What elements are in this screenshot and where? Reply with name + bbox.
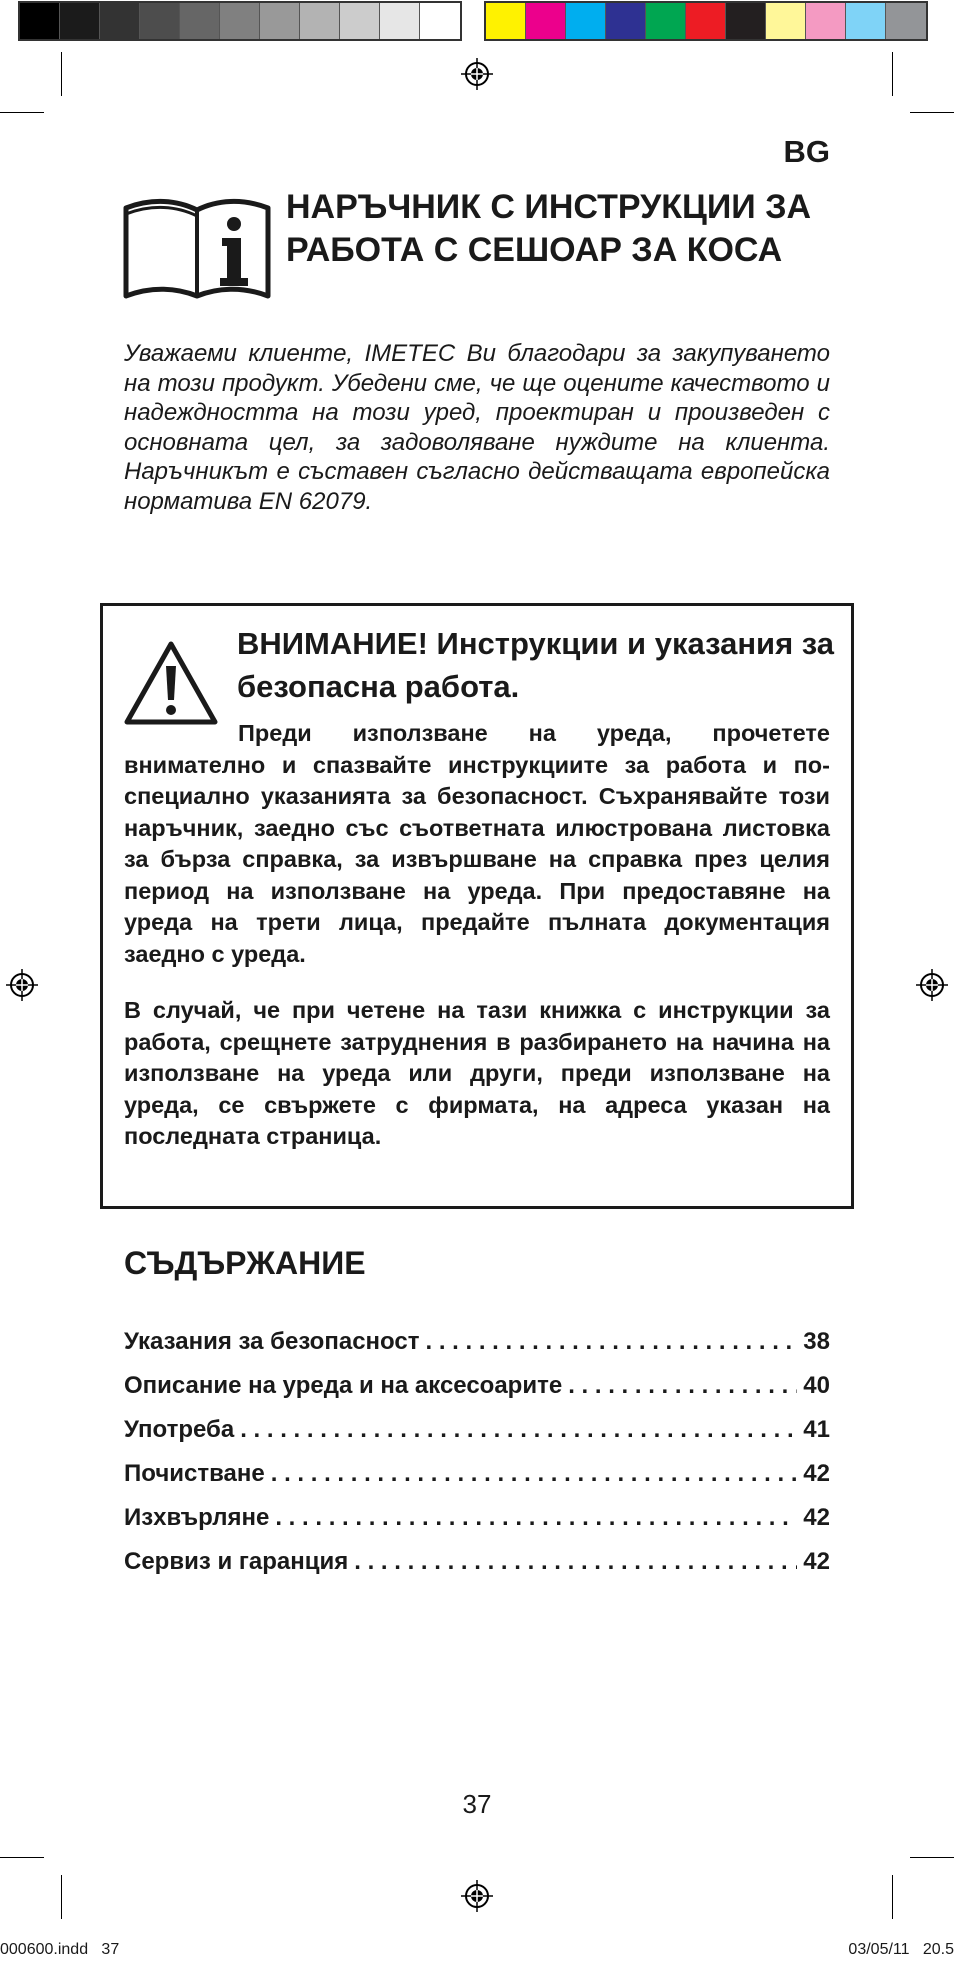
warning-paragraph: В случай, че при четене на тази книжка с инструкции за работа, срещнете затруднения в разбирането на начина на използване на уреда или други, преди използване на уреда, се свържете с фирмата, на адреса указан на последната страница. [124,997,830,1149]
toc-item-label: Почистване [124,1460,265,1487]
color-swatch [726,3,766,39]
warning-title: ВНИМАНИЕ! Инструкции и указания за безопасна работа. [237,626,835,704]
crop-mark [61,1875,62,1919]
color-swatch [766,3,806,39]
toc-heading: СЪДЪРЖАНИЕ [124,1245,366,1281]
color-swatch [20,3,60,39]
toc-item-page: 42 [803,1504,830,1531]
color-swatch [566,3,606,39]
page-number: 37 [462,1789,492,1819]
footer-date-slug: 03/05/11 20.5 [848,1941,954,1958]
intro-paragraph: Уважаеми клиенте, IMETEC Ви благодари за закупуването на този продукт. Убедени сме, че ще оцените качеството и надеждността на този уред, проектиран и произведен с основната цел, за задоволяване нуждите на клиента. Наръчникът е съставен съгласно действащата европейска норматива EN 62079. [124,340,830,515]
toc-item-label: Описание на уреда и на аксесоарите [124,1372,563,1399]
color-swatch [886,3,926,39]
toc-leader-dots [275,1504,797,1532]
toc-leader-dots [568,1372,797,1400]
toc-leader-dots [354,1548,797,1576]
toc-leader-dots [271,1460,798,1488]
color-swatch [486,3,526,39]
toc-item-label: Сервиз и гаранция [124,1548,349,1575]
toc-item[interactable] [124,1460,830,1504]
toc-item-label: Указания за безопасност [124,1328,420,1355]
color-swatch [340,3,380,39]
safety-warning-box [100,603,854,1209]
crop-mark [910,1857,954,1858]
registration-mark-icon [916,969,948,1001]
crop-mark [61,52,62,96]
color-swatch [100,3,140,39]
crop-mark [910,112,954,113]
toc-item-page: 41 [803,1416,830,1443]
process-color-bar [484,1,928,41]
registration-mark-icon [461,1880,493,1912]
toc-item-page: 40 [803,1372,830,1399]
registration-mark-icon [6,969,38,1001]
toc-item-page: 38 [803,1328,830,1355]
crop-mark [0,1857,44,1858]
color-swatch [846,3,886,39]
color-swatch [140,3,180,39]
color-swatch [420,3,460,39]
toc-item[interactable] [124,1372,830,1416]
footer-file-slug: 000600.indd 37 [0,1941,120,1958]
warning-paragraph: Преди използване на уреда, прочетете внимателно и спазвайте инструкциите за работа и по-специално указанията за безопасност. Съхранявайте този наръчник, заедно със съответната илюстрована листовка за бърза справка, за извършване на справка през целия период на използване на уреда. При предоставяне на уреда на трети лица, предайте пълната документация заедно с уреда. [124,720,830,967]
toc-leader-dots [425,1328,797,1356]
color-swatch [380,3,420,39]
color-swatch [606,3,646,39]
color-swatch [180,3,220,39]
crop-mark [892,52,893,96]
table-of-contents [124,1328,830,1592]
instruction-manual-icon [122,194,272,300]
toc-item-label: Употреба [124,1416,235,1443]
language-code: BG [783,134,830,169]
color-swatch [300,3,340,39]
toc-item[interactable] [124,1328,830,1372]
color-swatch [526,3,566,39]
color-swatch [646,3,686,39]
toc-item[interactable] [124,1416,830,1460]
page-title: НАРЪЧНИК С ИНСТРУКЦИИ ЗА РАБОТА С СЕШОАР ЗА КОСА [286,188,812,269]
warning-triangle-icon [123,640,219,726]
toc-item-label: Изхвърляне [124,1504,270,1531]
registration-mark-icon [461,58,493,90]
color-swatch [806,3,846,39]
toc-item-page: 42 [803,1460,830,1487]
grayscale-color-bar [18,1,462,41]
toc-item-page: 42 [803,1548,830,1575]
color-swatch [220,3,260,39]
color-swatch [686,3,726,39]
toc-item[interactable] [124,1548,830,1592]
toc-leader-dots [240,1416,797,1444]
crop-mark [0,112,44,113]
color-swatch [60,3,100,39]
toc-item[interactable] [124,1504,830,1548]
color-swatch [260,3,300,39]
crop-mark [892,1875,893,1919]
